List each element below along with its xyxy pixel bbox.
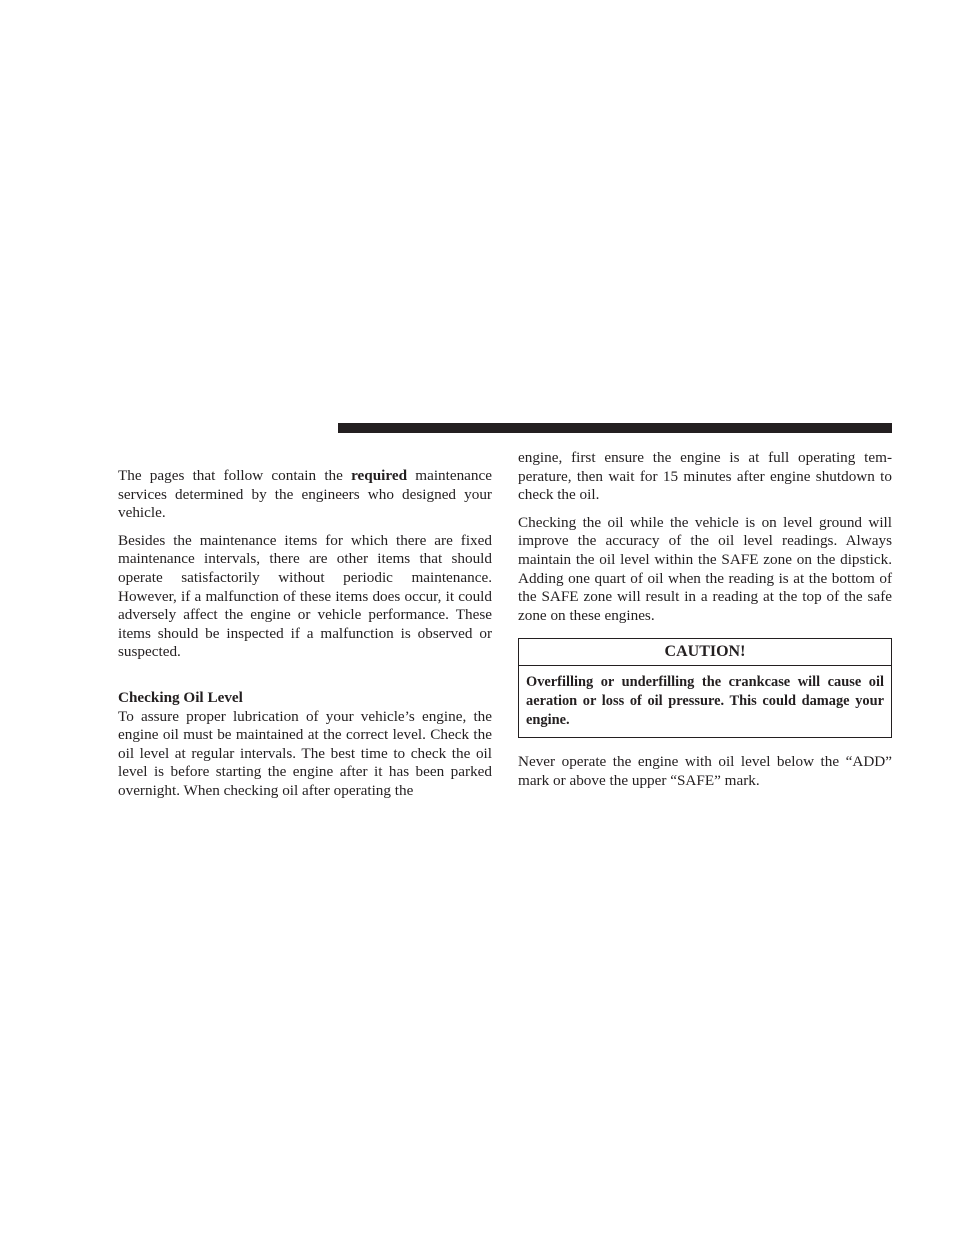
- never-operate-paragraph: Never operate the engine with oil level below the “ADD” mark or above the upper “SAFE” mark.: [518, 753, 892, 789]
- right-column: [518, 449, 892, 799]
- caution-title: CAUTION!: [519, 639, 891, 666]
- intro-text-start: The pages that follow contain the: [118, 467, 352, 484]
- left-column: [118, 467, 492, 810]
- level-ground-paragraph: Checking the oil while the vehicle is on level ground will improve the accuracy of the oil level readings. Always maintain the oil level within the SAFE zone on the dipstick. Adding one quart of oil when the reading is at the bottom of the SAFE zone will result in a reading at the top of the safe zone on these engines.: [518, 513, 892, 624]
- intro-text-end: maintenance services determined by the engineers who designed your vehicle.: [118, 467, 492, 522]
- intro-emphasis: required: [351, 467, 408, 484]
- caution-body: Overfilling or underfilling the crankcase will cause oil aeration or loss of oil pressure. This could damage your engine.: [526, 674, 884, 728]
- caution-box: [518, 638, 892, 738]
- section-heading: Checking Oil Level: [118, 688, 243, 706]
- section-header-rule: [338, 423, 892, 433]
- intro-paragraph: [118, 467, 492, 523]
- oil-level-paragraph: To assure proper lubrication of your vehicle’s engine, the engine oil must be maintained at the correct level. Check the oil level at regular intervals. The best time to check the oil level is before starting the engine after it has been parked overnight. When checking oil after operating the: [118, 707, 492, 799]
- fixed-intervals-paragraph: Besides the maintenance items for which there are fixed maintenance intervals, there are other items that should operate satisfactorily without periodic maintenance. However, if a malfunction of these items does occur, it could adversely affect the engine or vehicle performance. These items should be inspected if a malfunction is observed or suspected.: [118, 531, 492, 661]
- continued-paragraph: engine, first ensure the engine is at full operating temperature, then wait for 15 minutes after engine shutdown to check the oil.: [518, 449, 892, 504]
